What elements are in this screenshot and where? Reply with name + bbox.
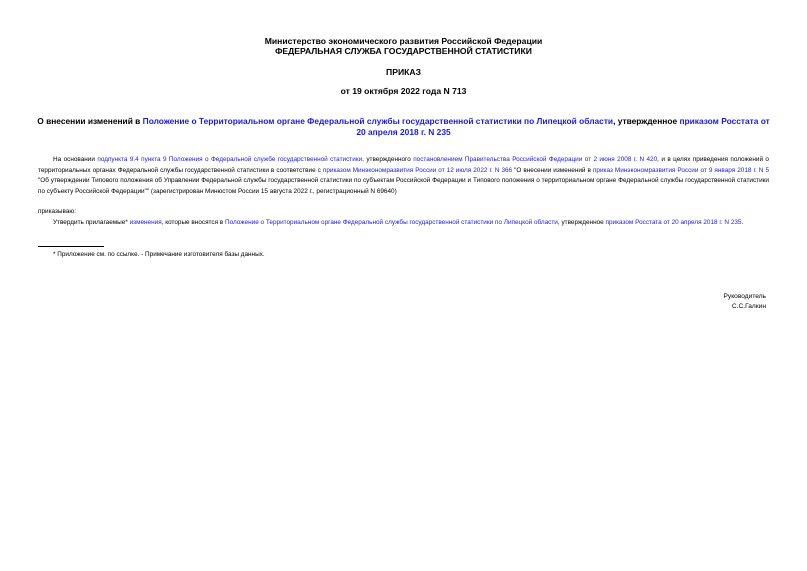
- preamble-link-government-decree[interactable]: постановлением Правительства Российской Федерации от 2 июня 2008 г. N 420: [413, 156, 658, 163]
- signature-name: С.С.Галкин: [731, 303, 766, 310]
- footnote-divider: [38, 246, 104, 247]
- title-link-order[interactable]: приказом Росстата от 20 апреля 2018 г. N 235: [356, 116, 770, 137]
- preamble-link-order-366[interactable]: приказом Минэкономразвития России от 12 июля 2022 г. N 366: [322, 166, 513, 174]
- order-word: приказываю:: [38, 208, 76, 215]
- preamble-text-1: На основании: [53, 156, 98, 163]
- order-text-2: , которые вносятся в: [161, 219, 225, 226]
- title-prefix: О внесении изменений в: [37, 116, 143, 126]
- service-name: ФЕДЕРАЛЬНАЯ СЛУЖБА ГОСУДАРСТВЕННОЙ СТАТИСТИКИ: [275, 46, 532, 56]
- document-date: от 19 октября 2022 года N 713: [340, 86, 467, 96]
- preamble-text-4: "О внесении изменений в: [512, 166, 593, 174]
- document-title: [36, 116, 771, 138]
- preamble-link-order-5[interactable]: приказ Минэкономразвития России от 9 января 2018 г. N 5: [592, 166, 769, 174]
- order-link-rosstat-order[interactable]: приказом Росстата от 20 апреля 2018 г. N 235: [605, 219, 742, 226]
- preamble-text-2: , утвержденного: [362, 156, 414, 163]
- preamble-paragraph: [38, 155, 769, 197]
- order-text-1: Утвердить прилагаемые*: [53, 219, 130, 226]
- order-text-4: .: [741, 219, 744, 226]
- order-link-position[interactable]: Положение о Территориальном органе Федеральной службы государственной статистики по Липецкой области: [224, 219, 558, 226]
- signature-position: Руководитель: [723, 293, 766, 300]
- title-link-position[interactable]: Положение о Территориальном органе Федеральной службы государственной статистики по Липецкой области: [142, 116, 614, 126]
- order-link-changes[interactable]: изменения: [129, 219, 162, 226]
- footnote: * Приложение см. по ссылке. - Примечание изготовителя базы данных.: [53, 251, 265, 258]
- ministry-name: Министерство экономического развития Российской Федерации: [264, 36, 543, 46]
- preamble-text-5: "Об утверждении Типового положения об Управлении Федеральной службы государственной статистики по субъектам Российской Федерации и Типового положения о территориальном органе Федеральной службы государственной статистики по субъекту Российской Федерации"" (зарегистрирован Минюстом России 15 августа 2022 г., регистрационный N 69640): [38, 177, 769, 195]
- order-text-3: , утвержденное: [557, 219, 606, 226]
- preamble-link-regulation-subclause[interactable]: подпункта 9.4 пункта 9 Положения о Федеральной службе государственной статистики: [97, 156, 363, 163]
- preamble-text-3: , и в целях приведения положений о территориальных органах Федеральной службы государственной статистики в соответствие с: [38, 156, 769, 174]
- document-type: ПРИКАЗ: [386, 67, 421, 77]
- title-middle: , утвержденное: [613, 116, 680, 126]
- order-paragraph: [38, 218, 769, 229]
